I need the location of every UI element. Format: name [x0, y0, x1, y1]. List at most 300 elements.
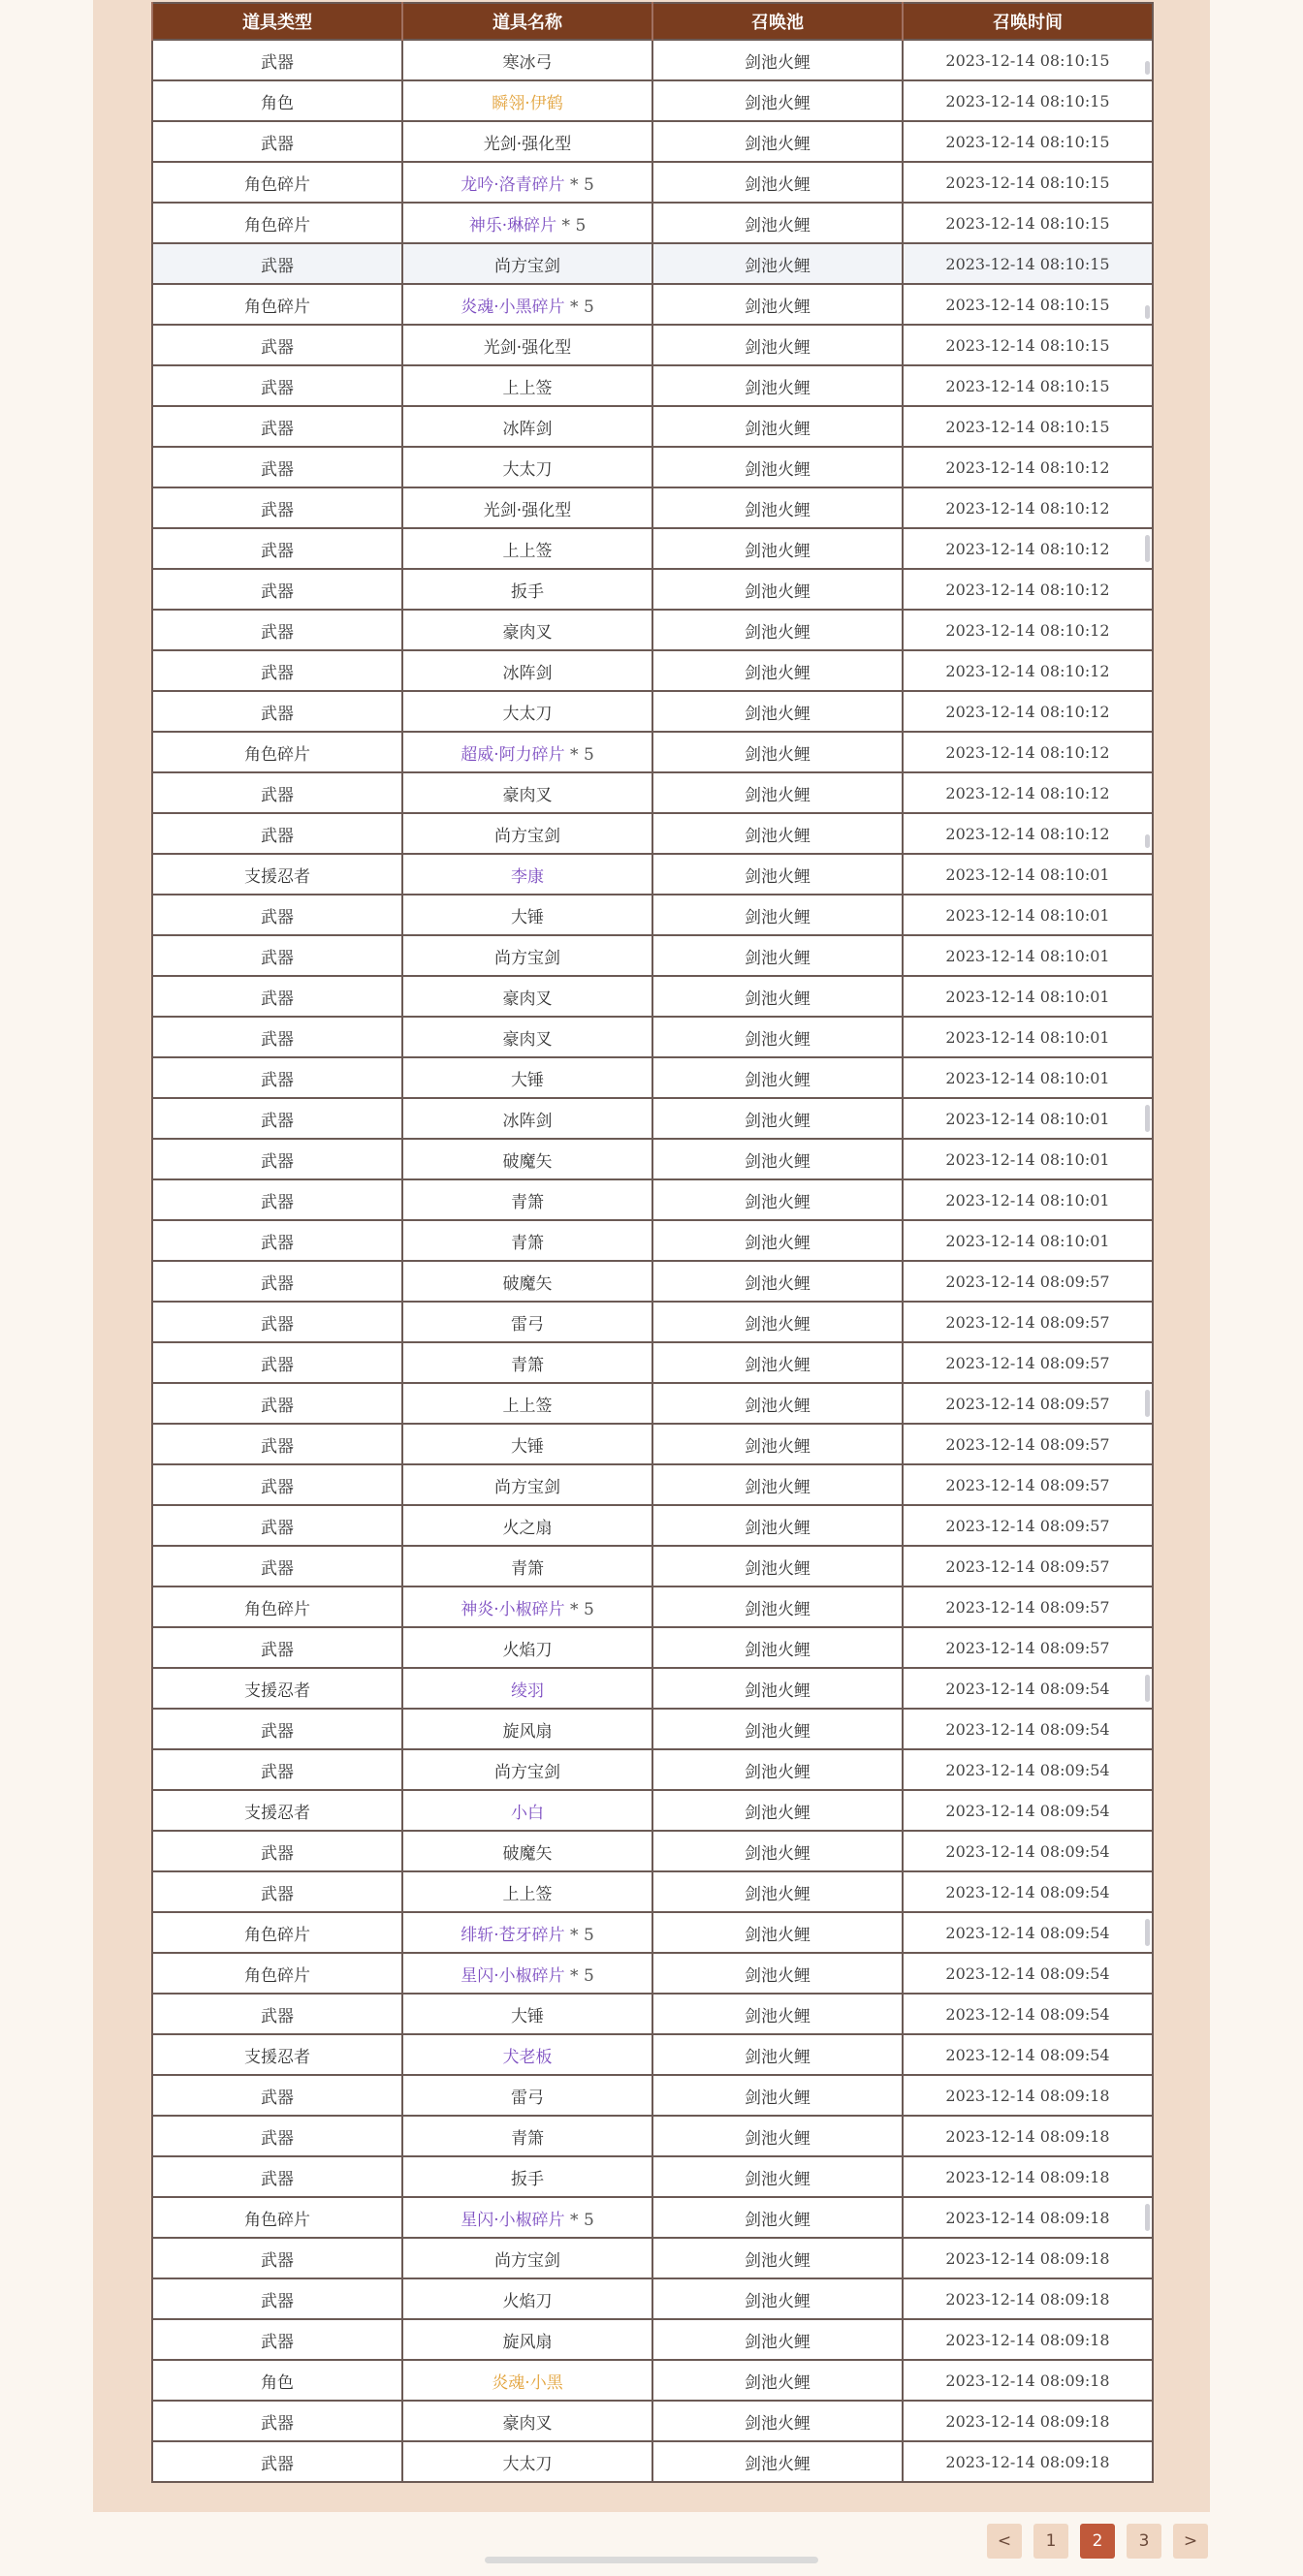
table-row: [152, 1302, 1153, 1342]
cell-summon-time: 2023-12-14 08:09:57: [903, 1546, 1153, 1586]
cell-summon-pool: 剑池火鲤: [652, 813, 903, 854]
cell-item-type: 武器: [152, 365, 402, 406]
cell-item-type: 武器: [152, 406, 402, 447]
page-1-button[interactable]: 1: [1033, 2524, 1068, 2559]
cell-summon-time: 2023-12-14 08:10:12: [903, 528, 1153, 569]
item-name-text: 青箫: [511, 2128, 544, 2149]
cell-item-name: [402, 1342, 652, 1383]
item-quantity: * 5: [564, 1925, 594, 1945]
cell-summon-pool: 剑池火鲤: [652, 650, 903, 691]
cell-item-name: [402, 1994, 652, 2034]
cell-summon-time: 2023-12-14 08:10:12: [903, 813, 1153, 854]
cell-item-type: 武器: [152, 2319, 402, 2360]
item-name-text: 雷弓: [511, 1314, 544, 1335]
cell-item-name: [402, 2401, 652, 2441]
item-name-text: 大锤: [511, 2006, 544, 2026]
table-row: [152, 1790, 1153, 1831]
item-quantity: * 5: [564, 1965, 594, 1986]
cell-summon-pool: 剑池火鲤: [652, 732, 903, 772]
cell-item-name: [402, 1220, 652, 1261]
table-row: [152, 40, 1153, 80]
cell-item-name: [402, 1953, 652, 1994]
cell-summon-time: 2023-12-14 08:09:54: [903, 1668, 1153, 1709]
cell-item-name: [402, 1057, 652, 1098]
cell-item-name: [402, 650, 652, 691]
cell-summon-pool: 剑池火鲤: [652, 2116, 903, 2156]
cell-item-type: 支援忍者: [152, 854, 402, 895]
cell-item-name: [402, 691, 652, 732]
table-row: [152, 1098, 1153, 1139]
cell-item-name: [402, 406, 652, 447]
cell-summon-pool: 剑池火鲤: [652, 40, 903, 80]
table-row: [152, 569, 1153, 610]
cell-item-name: [402, 2116, 652, 2156]
cell-item-type: 武器: [152, 1994, 402, 2034]
table-row: [152, 1342, 1153, 1383]
cell-summon-pool: 剑池火鲤: [652, 1342, 903, 1383]
cell-item-name: [402, 2441, 652, 2482]
item-name-text: 上上签: [502, 541, 553, 561]
cell-summon-time: 2023-12-14 08:10:01: [903, 976, 1153, 1017]
table-row: [152, 487, 1153, 528]
cell-summon-time: 2023-12-14 08:10:01: [903, 935, 1153, 976]
cell-summon-pool: 剑池火鲤: [652, 528, 903, 569]
cell-summon-pool: 剑池火鲤: [652, 1871, 903, 1912]
cell-summon-time: 2023-12-14 08:09:18: [903, 2156, 1153, 2197]
cell-item-type: 角色碎片: [152, 284, 402, 325]
cell-summon-pool: 剑池火鲤: [652, 2197, 903, 2238]
table-row: [152, 1139, 1153, 1179]
cell-item-name: [402, 1098, 652, 1139]
table-row: [152, 2034, 1153, 2075]
item-name-text: 尚方宝剑: [494, 2250, 560, 2271]
cell-summon-pool: 剑池火鲤: [652, 976, 903, 1017]
cell-summon-pool: 剑池火鲤: [652, 854, 903, 895]
cell-item-type: 角色碎片: [152, 2197, 402, 2238]
cell-item-type: 角色碎片: [152, 1586, 402, 1627]
item-name-text: 破魔矢: [502, 1151, 553, 1172]
item-name-text: 破魔矢: [502, 1843, 553, 1864]
item-name-text: 星闪·小椒碎片: [461, 2210, 565, 2230]
table-row: [152, 1505, 1153, 1546]
cell-item-type: 武器: [152, 121, 402, 162]
scroll-indicator: [1145, 1105, 1150, 1132]
table-row: [152, 1871, 1153, 1912]
table-row: [152, 1831, 1153, 1871]
cell-item-type: 武器: [152, 772, 402, 813]
item-name-text: 青箫: [511, 1192, 544, 1212]
cell-summon-time: 2023-12-14 08:10:15: [903, 162, 1153, 203]
table-row: [152, 813, 1153, 854]
cell-summon-time: 2023-12-14 08:09:54: [903, 1790, 1153, 1831]
cell-summon-time: 2023-12-14 08:09:54: [903, 1953, 1153, 1994]
cell-summon-time: 2023-12-14 08:10:12: [903, 691, 1153, 732]
cell-summon-time: 2023-12-14 08:10:12: [903, 610, 1153, 650]
cell-item-type: 武器: [152, 813, 402, 854]
table-row: [152, 1749, 1153, 1790]
cell-item-name: [402, 732, 652, 772]
item-name-text: 豪肉叉: [502, 622, 553, 643]
cell-summon-pool: 剑池火鲤: [652, 487, 903, 528]
table-row: [152, 203, 1153, 243]
cell-item-name: [402, 1586, 652, 1627]
table-row: [152, 2238, 1153, 2278]
cell-summon-pool: 剑池火鲤: [652, 2441, 903, 2482]
cell-item-name: [402, 1912, 652, 1953]
cell-summon-time: 2023-12-14 08:09:18: [903, 2075, 1153, 2116]
cell-item-name: [402, 447, 652, 487]
cell-item-type: 武器: [152, 895, 402, 935]
cell-item-name: [402, 121, 652, 162]
cell-summon-pool: 剑池火鲤: [652, 935, 903, 976]
item-name-text: 大锤: [511, 1070, 544, 1090]
scroll-indicator: [1145, 61, 1150, 75]
cell-summon-pool: 剑池火鲤: [652, 1017, 903, 1057]
cell-item-name: [402, 1709, 652, 1749]
cell-item-name: [402, 1790, 652, 1831]
cell-summon-pool: 剑池火鲤: [652, 1179, 903, 1220]
cell-item-name: [402, 1749, 652, 1790]
cell-item-type: 支援忍者: [152, 1790, 402, 1831]
item-name-text: 旋风扇: [502, 2332, 553, 2352]
cell-summon-time: 2023-12-14 08:10:12: [903, 569, 1153, 610]
cell-summon-time: 2023-12-14 08:10:12: [903, 772, 1153, 813]
cell-summon-pool: 剑池火鲤: [652, 1709, 903, 1749]
cell-summon-time: 2023-12-14 08:09:57: [903, 1261, 1153, 1302]
item-name-text: 神炎·小椒碎片: [461, 1599, 565, 1619]
cell-item-type: 武器: [152, 935, 402, 976]
cell-summon-pool: 剑池火鲤: [652, 2278, 903, 2319]
cell-summon-time: 2023-12-14 08:10:15: [903, 203, 1153, 243]
table-row: [152, 1586, 1153, 1627]
cell-item-type: 武器: [152, 1179, 402, 1220]
cell-summon-time: 2023-12-14 08:10:01: [903, 1098, 1153, 1139]
item-name-text: 光剑·强化型: [483, 337, 572, 358]
cell-summon-pool: 剑池火鲤: [652, 772, 903, 813]
item-name-text: 星闪·小椒碎片: [461, 1965, 565, 1986]
item-name-text: 龙吟·洛青碎片: [461, 174, 565, 195]
cell-summon-pool: 剑池火鲤: [652, 1220, 903, 1261]
table-row: [152, 2116, 1153, 2156]
item-name-text: 豪肉叉: [502, 785, 553, 805]
item-name-text: 光剑·强化型: [483, 134, 572, 154]
cell-item-type: 武器: [152, 691, 402, 732]
item-name-text: 超威·阿力碎片: [461, 744, 565, 765]
cell-summon-time: 2023-12-14 08:10:15: [903, 365, 1153, 406]
header-item-type: 道具类型: [152, 3, 402, 40]
table-row: [152, 1383, 1153, 1424]
item-name-text: 火焰刀: [502, 2291, 553, 2311]
cell-item-name: [402, 80, 652, 121]
cell-summon-pool: 剑池火鲤: [652, 2401, 903, 2441]
cell-summon-time: 2023-12-14 08:10:12: [903, 447, 1153, 487]
cell-summon-pool: 剑池火鲤: [652, 691, 903, 732]
item-name-text: 瞬翎·伊鹤: [492, 93, 563, 113]
cell-summon-time: 2023-12-14 08:09:18: [903, 2197, 1153, 2238]
summon-records-table: [151, 2, 1154, 2483]
cell-item-name: [402, 935, 652, 976]
scroll-indicator: [1145, 1675, 1150, 1702]
cell-summon-time: 2023-12-14 08:10:15: [903, 80, 1153, 121]
cell-item-name: [402, 1179, 652, 1220]
cell-summon-pool: 剑池火鲤: [652, 162, 903, 203]
header-summon-time: 召唤时间: [903, 3, 1153, 40]
cell-summon-time: 2023-12-14 08:09:57: [903, 1627, 1153, 1668]
table-row: [152, 732, 1153, 772]
item-name-text: 火之扇: [502, 1518, 553, 1538]
cell-summon-time: 2023-12-14 08:10:12: [903, 487, 1153, 528]
cell-item-type: 角色碎片: [152, 1953, 402, 1994]
cell-item-type: 武器: [152, 1871, 402, 1912]
item-name-text: 尚方宝剑: [494, 948, 560, 968]
table-row: [152, 854, 1153, 895]
cell-item-type: 武器: [152, 1098, 402, 1139]
cell-summon-time: 2023-12-14 08:10:15: [903, 243, 1153, 284]
cell-item-type: 武器: [152, 2156, 402, 2197]
cell-summon-pool: 剑池火鲤: [652, 121, 903, 162]
cell-item-name: [402, 243, 652, 284]
item-name-text: 光剑·强化型: [483, 500, 572, 520]
cell-summon-pool: 剑池火鲤: [652, 1749, 903, 1790]
cell-item-type: 武器: [152, 1342, 402, 1383]
cell-item-type: 角色碎片: [152, 1912, 402, 1953]
cell-summon-time: 2023-12-14 08:10:01: [903, 895, 1153, 935]
cell-summon-pool: 剑池火鲤: [652, 1546, 903, 1586]
scroll-indicator: [1145, 305, 1150, 319]
cell-summon-time: 2023-12-14 08:10:15: [903, 121, 1153, 162]
cell-item-type: 武器: [152, 1831, 402, 1871]
cell-summon-pool: 剑池火鲤: [652, 1912, 903, 1953]
cell-item-type: 武器: [152, 1709, 402, 1749]
cell-summon-pool: 剑池火鲤: [652, 203, 903, 243]
cell-item-name: [402, 1261, 652, 1302]
cell-summon-time: 2023-12-14 08:09:54: [903, 1749, 1153, 1790]
next-page-button[interactable]: >: [1173, 2524, 1208, 2559]
cell-summon-time: 2023-12-14 08:09:54: [903, 2034, 1153, 2075]
cell-summon-time: 2023-12-14 08:09:54: [903, 1831, 1153, 1871]
cell-summon-time: 2023-12-14 08:10:01: [903, 1220, 1153, 1261]
cell-summon-pool: 剑池火鲤: [652, 325, 903, 365]
item-name-text: 青箫: [511, 1558, 544, 1579]
cell-summon-time: 2023-12-14 08:09:18: [903, 2278, 1153, 2319]
table-row: [152, 1057, 1153, 1098]
cell-summon-time: 2023-12-14 08:09:18: [903, 2238, 1153, 2278]
table-row: [152, 1709, 1153, 1749]
cell-summon-time: 2023-12-14 08:10:15: [903, 325, 1153, 365]
cell-item-name: [402, 2197, 652, 2238]
cell-item-type: 武器: [152, 1261, 402, 1302]
cell-item-name: [402, 325, 652, 365]
cell-item-type: 武器: [152, 40, 402, 80]
cell-item-type: 武器: [152, 1302, 402, 1342]
item-name-text: 破魔矢: [502, 1273, 553, 1294]
cell-summon-pool: 剑池火鲤: [652, 1383, 903, 1424]
cell-item-name: [402, 1302, 652, 1342]
cell-summon-time: 2023-12-14 08:09:54: [903, 1912, 1153, 1953]
cell-summon-pool: 剑池火鲤: [652, 1627, 903, 1668]
item-quantity: * 5: [564, 174, 594, 195]
cell-item-name: [402, 1424, 652, 1464]
home-indicator: [485, 2557, 818, 2563]
prev-page-button[interactable]: <: [987, 2524, 1022, 2559]
cell-summon-time: 2023-12-14 08:10:01: [903, 1057, 1153, 1098]
table-row: [152, 243, 1153, 284]
cell-item-type: 武器: [152, 1627, 402, 1668]
cell-item-type: 武器: [152, 447, 402, 487]
cell-summon-pool: 剑池火鲤: [652, 2238, 903, 2278]
cell-item-name: [402, 2278, 652, 2319]
cell-summon-time: 2023-12-14 08:09:57: [903, 1302, 1153, 1342]
cell-summon-time: 2023-12-14 08:09:57: [903, 1505, 1153, 1546]
item-name-text: 扳手: [511, 581, 544, 602]
item-name-text: 大锤: [511, 907, 544, 927]
cell-item-name: [402, 569, 652, 610]
page-3-button[interactable]: 3: [1127, 2524, 1161, 2559]
cell-item-type: 支援忍者: [152, 2034, 402, 2075]
item-name-text: 火焰刀: [502, 1640, 553, 1660]
cell-summon-time: 2023-12-14 08:09:18: [903, 2441, 1153, 2482]
item-name-text: 豪肉叉: [502, 2413, 553, 2434]
cell-summon-time: 2023-12-14 08:10:15: [903, 284, 1153, 325]
item-name-text: 雷弓: [511, 2088, 544, 2108]
cell-item-type: 武器: [152, 487, 402, 528]
item-name-text: 寒冰弓: [502, 52, 553, 73]
table-row: [152, 1953, 1153, 1994]
cell-item-name: [402, 1017, 652, 1057]
item-name-text: 犬老板: [502, 2047, 553, 2067]
item-name-text: 冰阵剑: [502, 663, 553, 683]
cell-summon-pool: 剑池火鲤: [652, 2360, 903, 2401]
cell-summon-time: 2023-12-14 08:09:54: [903, 1994, 1153, 2034]
cell-summon-time: 2023-12-14 08:09:57: [903, 1383, 1153, 1424]
cell-summon-time: 2023-12-14 08:10:12: [903, 650, 1153, 691]
item-quantity: * 5: [556, 215, 587, 236]
cell-item-type: 角色: [152, 2360, 402, 2401]
scroll-indicator: [1145, 1390, 1150, 1417]
cell-summon-pool: 剑池火鲤: [652, 1790, 903, 1831]
cell-item-name: [402, 284, 652, 325]
table-row: [152, 1220, 1153, 1261]
cell-item-name: [402, 976, 652, 1017]
cell-item-type: 武器: [152, 1464, 402, 1505]
table-row: [152, 772, 1153, 813]
cell-summon-pool: 剑池火鲤: [652, 2156, 903, 2197]
cell-item-name: [402, 162, 652, 203]
item-name-text: 冰阵剑: [502, 419, 553, 439]
item-name-text: 大太刀: [502, 459, 553, 480]
table-row: [152, 1424, 1153, 1464]
table-row: [152, 528, 1153, 569]
cell-summon-time: 2023-12-14 08:09:18: [903, 2401, 1153, 2441]
cell-item-name: [402, 2156, 652, 2197]
item-name-text: 李康: [511, 866, 544, 887]
cell-summon-pool: 剑池火鲤: [652, 2034, 903, 2075]
cell-summon-time: 2023-12-14 08:09:57: [903, 1424, 1153, 1464]
item-quantity: * 5: [564, 2210, 594, 2230]
table-row: [152, 2075, 1153, 2116]
cell-summon-pool: 剑池火鲤: [652, 569, 903, 610]
cell-summon-time: 2023-12-14 08:09:18: [903, 2116, 1153, 2156]
table-row: [152, 1668, 1153, 1709]
table-row: [152, 1179, 1153, 1220]
cell-summon-time: 2023-12-14 08:10:15: [903, 406, 1153, 447]
cell-item-type: 武器: [152, 569, 402, 610]
cell-item-name: [402, 895, 652, 935]
cell-item-type: 支援忍者: [152, 1668, 402, 1709]
item-name-text: 大太刀: [502, 2454, 553, 2474]
cell-item-type: 武器: [152, 243, 402, 284]
cell-summon-pool: 剑池火鲤: [652, 406, 903, 447]
cell-item-type: 武器: [152, 1546, 402, 1586]
cell-summon-pool: 剑池火鲤: [652, 1831, 903, 1871]
cell-item-type: 武器: [152, 610, 402, 650]
cell-summon-pool: 剑池火鲤: [652, 1424, 903, 1464]
table-row: [152, 365, 1153, 406]
scroll-indicator: [1145, 535, 1150, 562]
cell-item-name: [402, 1627, 652, 1668]
cell-summon-time: 2023-12-14 08:09:57: [903, 1342, 1153, 1383]
cell-item-name: [402, 610, 652, 650]
cell-item-type: 武器: [152, 2116, 402, 2156]
header-item-name: 道具名称: [402, 3, 652, 40]
table-row: [152, 976, 1153, 1017]
table-row: [152, 80, 1153, 121]
cell-item-type: 武器: [152, 976, 402, 1017]
table-row: [152, 2156, 1153, 2197]
scroll-indicator: [1145, 834, 1150, 848]
cell-item-type: 武器: [152, 1505, 402, 1546]
cell-summon-pool: 剑池火鲤: [652, 1302, 903, 1342]
cell-item-type: 武器: [152, 1749, 402, 1790]
cell-item-name: [402, 1139, 652, 1179]
cell-item-name: [402, 1505, 652, 1546]
cell-summon-time: 2023-12-14 08:09:18: [903, 2319, 1153, 2360]
cell-summon-pool: 剑池火鲤: [652, 284, 903, 325]
cell-summon-pool: 剑池火鲤: [652, 1098, 903, 1139]
page-2-button[interactable]: 2: [1080, 2524, 1115, 2559]
cell-item-name: [402, 2034, 652, 2075]
cell-item-type: 武器: [152, 1220, 402, 1261]
cell-summon-pool: 剑池火鲤: [652, 1261, 903, 1302]
item-name-text: 炎魂·小黑碎片: [461, 297, 565, 317]
item-name-text: 尚方宝剑: [494, 256, 560, 276]
table-row: [152, 162, 1153, 203]
cell-summon-pool: 剑池火鲤: [652, 610, 903, 650]
table-row: [152, 121, 1153, 162]
item-name-text: 大锤: [511, 1436, 544, 1457]
item-name-text: 大太刀: [502, 704, 553, 724]
cell-summon-pool: 剑池火鲤: [652, 447, 903, 487]
item-name-text: 绯斩·苍牙碎片: [461, 1925, 565, 1945]
cell-item-name: [402, 1871, 652, 1912]
item-name-text: 上上签: [502, 1884, 553, 1904]
item-name-text: 冰阵剑: [502, 1111, 553, 1131]
table-row: [152, 325, 1153, 365]
cell-item-name: [402, 365, 652, 406]
table-header-row: [152, 3, 1153, 40]
cell-summon-pool: 剑池火鲤: [652, 1953, 903, 1994]
cell-summon-pool: 剑池火鲤: [652, 1586, 903, 1627]
scroll-indicator: [1145, 1919, 1150, 1946]
cell-item-type: 武器: [152, 2238, 402, 2278]
item-name-text: 尚方宝剑: [494, 826, 560, 846]
item-name-text: 青箫: [511, 1233, 544, 1253]
item-name-text: 尚方宝剑: [494, 1477, 560, 1497]
header-summon-pool: 召唤池: [652, 3, 903, 40]
cell-item-name: [402, 1464, 652, 1505]
item-name-text: 炎魂·小黑: [492, 2372, 563, 2393]
cell-item-name: [402, 772, 652, 813]
